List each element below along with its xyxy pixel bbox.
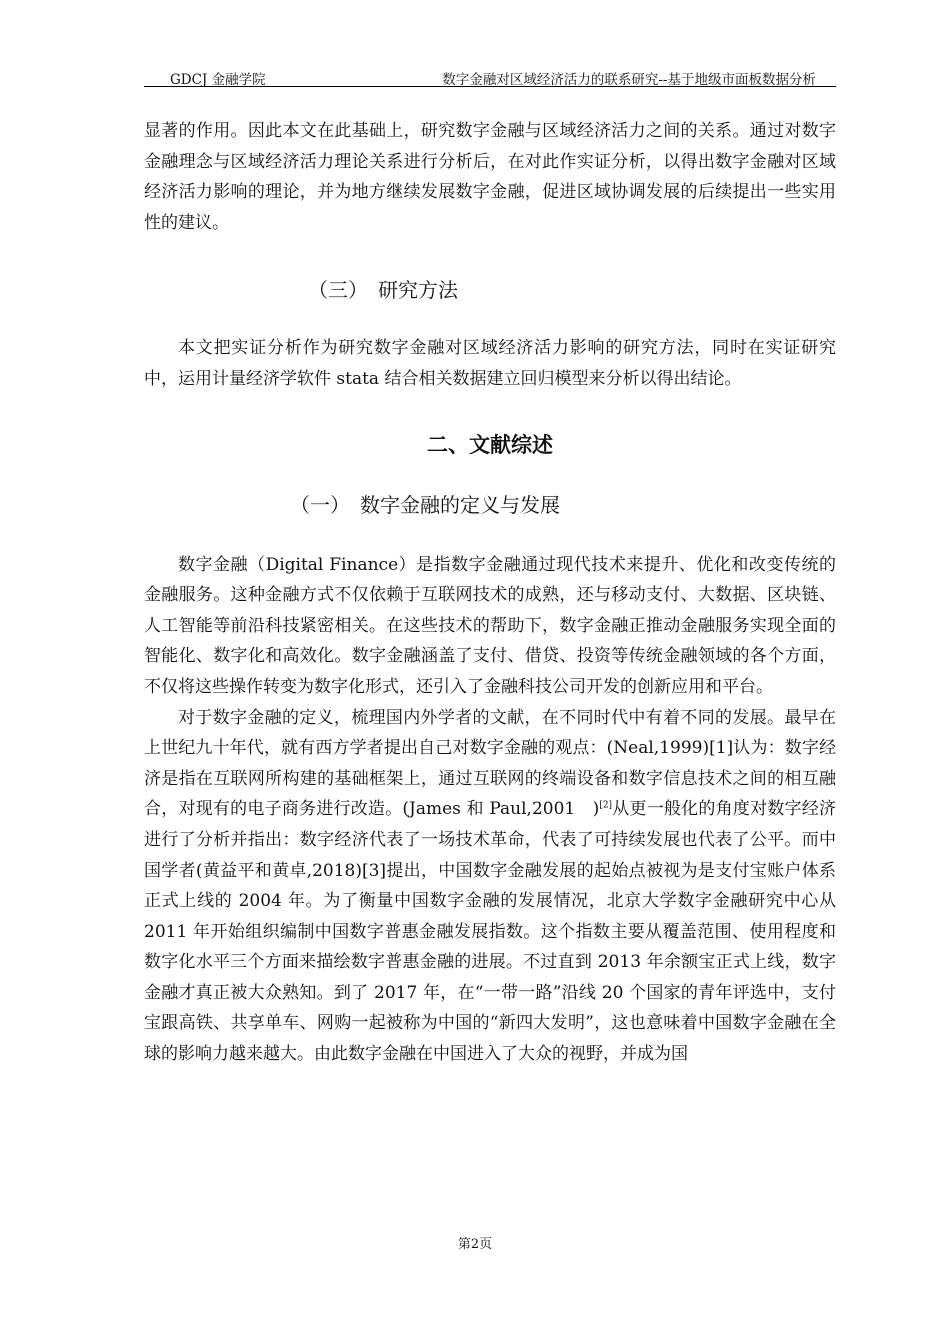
page-header: [144, 64, 836, 87]
paragraph-research-purpose: 显著的作用。因此本文在此基础上，研究数字金融与区域经济活力之间的关系。通过对数字金融理念与区域经济活力理论关系进行分析后，在对此作实证分析，以得出数字金融对区域经济活力影响的理论，并为地方继续发展数字金融，促进区域协调发展的后续提出一些实用性的建议。: [144, 121, 836, 233]
citation-superscript: [2]: [599, 800, 613, 811]
page-body: [144, 116, 836, 1070]
heading-definition-development: （一） 数字金融的定义与发展: [290, 492, 560, 517]
heading-research-method: （三） 研究方法: [308, 278, 458, 303]
heading-literature-review: 二、文献综述: [427, 432, 553, 457]
literature-text-part2: 从更一般化的角度对数字经济进行了分析并指出：数字经济代表了一场技术革命，代表了可持续发展也代表了公平。而中国学者(黄益平和黄卓,2018)[3]提出，中国数字金融发展的起始点被视为是支付宝账户体系正式上线的 2004 年。为了衡量中国数字金融的发展情况，北京大学数字金融研究中心从 2011 年开始组织编制中国数字普惠金融发展指数。这个指数主要从覆盖范围、使用程度和数字化水平三个方面来描绘数字普惠金融的进展。不过直到 2013 年余额宝正式上线，数字金融才真正被大众熟知。到了 2017 年，在“一带一路”沿线 20 个国家的青年评选中，支付宝跟高铁、共享单车、网购一起被称为中国的“新四大发明”，这也意味着中国数字金融在全球的影响力越来越大。由此数字金融在中国进入了大众的视野，并成为国: [144, 799, 836, 1065]
literature-text-part1: 对于数字金融的定义，梳理国内外学者的文献，在不同时代中有着不同的发展。最早在上世纪九十年代，就有西方学者提出自己对数字金融的观点：(Neal,1999)[1]认为：数字经济是指在互联网所构建的基础框架上，通过互联网的终端设备和数字信息技术之间的相互融合，对现有的电子商务进行改造。(James 和 Paul,2001 ): [144, 707, 836, 820]
paragraph-research-method: 本文把实证分析作为研究数字金融对区域经济活力影响的研究方法，同时在实证研究中，运用计量经济学软件 stata 结合相关数据建立回归模型来分析以得出结论。: [144, 338, 836, 389]
page-number: 第2页: [457, 1237, 493, 1252]
header-paper-title: 数字金融对区域经济活力的联系研究--基于地级市面板数据分析: [442, 72, 816, 88]
paragraph-literature-history: [144, 703, 836, 1070]
header-institution: GDCJ 金融学院: [170, 72, 266, 88]
paragraph-digital-finance-definition: 数字金融（Digital Finance）是指数字金融通过现代技术来提升、优化和改变传统的金融服务。这种金融方式不仅依赖于互联网技术的成熟，还与移动支付、大数据、区块链、人工智能等前沿科技紧密相关。在这些技术的帮助下，数字金融正推动金融服务实现全面的智能化、数字化和高效化。数字金融涵盖了支付、借贷、投资等传统金融领域的各个方面，不仅将这些操作转变为数字化形式，还引入了金融科技公司开发的创新应用和平台。: [144, 554, 836, 697]
